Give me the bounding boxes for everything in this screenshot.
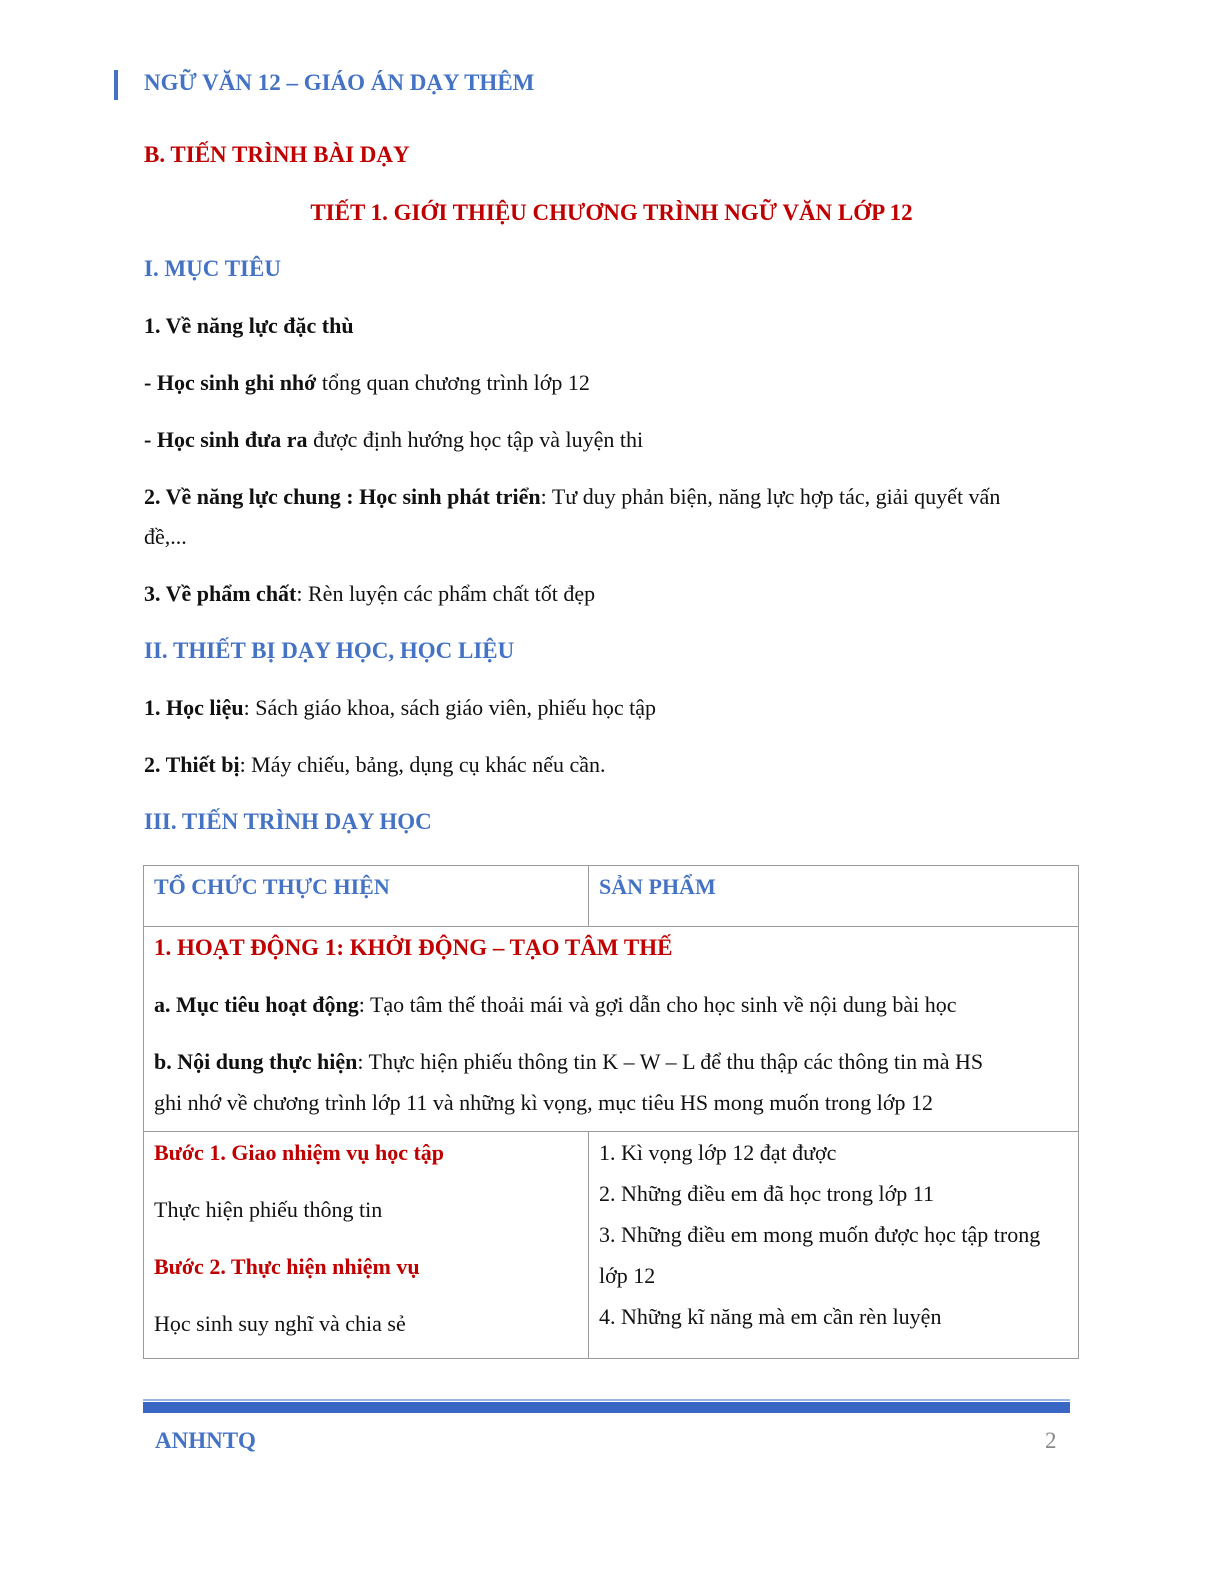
specific-item-2	[144, 427, 643, 453]
page-number: 2	[1045, 1428, 1057, 1453]
activity-content-continuation: ghi nhớ về chương trình lớp 11 và những kì vọng, mục tiêu HS mong muốn trong lớp 12	[154, 1090, 934, 1115]
product-item: 2. Những điều em đã học trong lớp 11	[599, 1181, 934, 1206]
specific-item-2-text: được định hướng học tập và luyện thi	[307, 427, 644, 452]
col-organization-label: TỔ CHỨC THỰC HIỆN	[154, 874, 390, 899]
quality-bold: 3. Về phẩm chất	[144, 581, 297, 606]
products-cell	[589, 1132, 1079, 1359]
activity-goal-text: : Tạo tâm thế thoải mái và gợi dẫn cho học sinh về nội dung bài học	[358, 992, 957, 1017]
product-item: 1. Kì vọng lớp 12 đạt được	[599, 1140, 837, 1165]
product-item: lớp 12	[599, 1263, 656, 1288]
section-b-heading: B. TIẾN TRÌNH BÀI DẠY	[144, 142, 410, 167]
objectives-heading: I. MỤC TIÊU	[144, 256, 281, 281]
activity-goal	[154, 984, 1068, 1025]
activity-goal-bold: a. Mục tiêu hoạt động	[154, 992, 359, 1017]
activity-content-text-1: : Thực hiện phiếu thông tin K – W – L để thu thập các thông tin mà HS	[357, 1049, 984, 1074]
materials-line	[144, 695, 656, 721]
equipment-heading: II. THIẾT BỊ DẠY HỌC, HỌC LIỆU	[144, 638, 515, 663]
table-header-row	[144, 866, 1079, 927]
specific-item-1-bold: - Học sinh ghi nhớ	[144, 370, 317, 395]
specific-item-1-text: tổng quan chương trình lớp 12	[316, 370, 590, 395]
activity-content	[154, 1041, 1068, 1082]
header-accent-bar	[114, 70, 118, 100]
footer-author: ANHNTQ	[155, 1428, 256, 1453]
col-product-label: SẢN PHẨM	[599, 874, 716, 899]
product-item: 3. Những điều em mong muốn được học tập trong	[599, 1222, 1041, 1247]
general-competence-continuation: đề,...	[144, 524, 187, 549]
materials-bold: 1. Học liệu	[144, 695, 244, 720]
table-header-organization	[144, 866, 589, 927]
materials-text: : Sách giáo khoa, sách giáo viên, phiếu học tập	[243, 695, 656, 720]
table-header-product	[589, 866, 1079, 927]
step-2-text: Học sinh suy nghĩ và chia sẻ	[154, 1311, 406, 1336]
footer-divider-light	[143, 1399, 1070, 1401]
step-1-text: Thực hiện phiếu thông tin	[154, 1197, 383, 1222]
product-item: 4. Những kĩ năng mà em cần rèn luyện	[599, 1304, 942, 1329]
footer-divider	[143, 1402, 1070, 1413]
devices-text: : Máy chiếu, bảng, dụng cụ khác nếu cần.	[239, 752, 606, 777]
activity-cell	[144, 927, 1079, 1132]
page-header-title: NGỮ VĂN 12 – GIÁO ÁN DẠY THÊM	[144, 70, 535, 95]
lesson-title: TIẾT 1. GIỚI THIỆU CHƯƠNG TRÌNH NGỮ VĂN LỚP 12	[310, 200, 913, 225]
general-competence-bold: 2. Về năng lực chung : Học sinh phát triển	[144, 484, 541, 509]
general-competence-line	[144, 484, 1000, 510]
devices-line	[144, 752, 606, 778]
activity-title: 1. HOẠT ĐỘNG 1: KHỞI ĐỘNG – TẠO TÂM THẾ	[154, 935, 673, 960]
step-1-title: Bước 1. Giao nhiệm vụ học tập	[154, 1140, 445, 1165]
lesson-plan-table	[143, 865, 1079, 1359]
process-heading: III. TIẾN TRÌNH DẠY HỌC	[144, 809, 432, 834]
specific-competence-label: 1. Về năng lực đặc thù	[144, 313, 354, 338]
quality-text: : Rèn luyện các phẩm chất tốt đẹp	[296, 581, 596, 606]
activity-row	[144, 927, 1079, 1132]
quality-line	[144, 581, 595, 607]
steps-row	[144, 1132, 1079, 1359]
activity-content-bold: b. Nội dung thực hiện	[154, 1049, 358, 1074]
specific-item-2-bold: - Học sinh đưa ra	[144, 427, 308, 452]
step-2-title: Bước 2. Thực hiện nhiệm vụ	[154, 1254, 420, 1279]
devices-bold: 2. Thiết bị	[144, 752, 240, 777]
general-competence-text: : Tư duy phản biện, năng lực hợp tác, giải quyết vấn	[540, 484, 1001, 509]
specific-item-1	[144, 370, 590, 396]
steps-cell	[144, 1132, 589, 1359]
